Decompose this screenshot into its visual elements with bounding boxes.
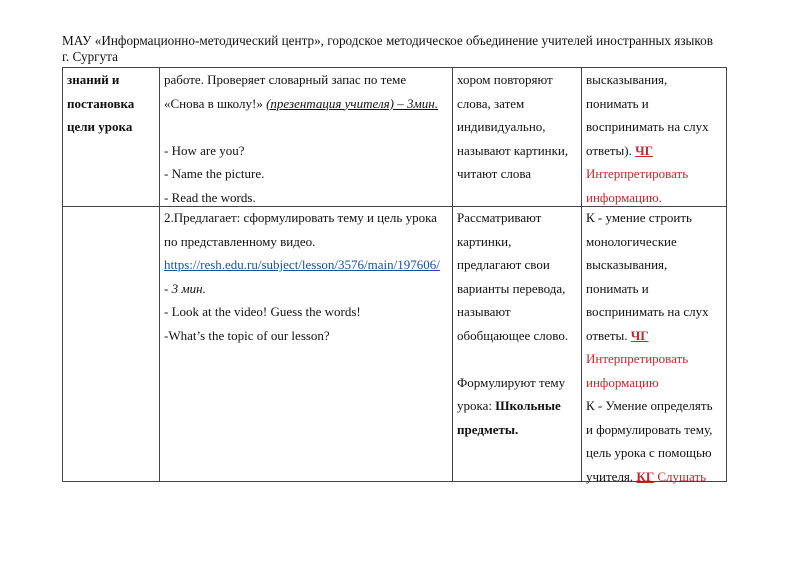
student-activity-cell <box>453 68 582 206</box>
table-row <box>63 206 726 482</box>
skills-text: понимать и <box>586 95 649 111</box>
student-text: слова, затем <box>457 95 525 111</box>
teacher-text: работе. Проверяет словарный запас по теме <box>164 72 407 87</box>
student-text: обобщающее слово. <box>457 327 569 343</box>
skills-text: высказывания, <box>586 257 668 272</box>
student-activity-cell <box>453 206 582 482</box>
skills-text <box>586 139 722 163</box>
teacher-activity-cell <box>160 206 453 482</box>
literacy-tag: КГ <box>636 468 655 484</box>
spacer <box>164 115 448 139</box>
student-text: называют картинки, <box>457 142 569 158</box>
skills-red-text: Интерпретировать <box>586 166 689 181</box>
lesson-video-link[interactable]: https://resh.edu.ru/subject/lesson/3576/main/197606/ <box>164 257 440 272</box>
stage-cell <box>63 206 160 482</box>
skills-text: воспринимать на слух <box>586 304 709 319</box>
skills-text-plain: учителя. <box>586 468 637 484</box>
question: - How are you? <box>164 142 245 158</box>
presentation-note: (презентация учителя) – 3мин. <box>266 95 438 111</box>
skills-text-plain: ответы. <box>586 327 631 343</box>
student-text <box>457 394 577 418</box>
skills-cell <box>582 206 726 482</box>
student-text-plain: урока: <box>457 398 496 413</box>
question: - Name the picture. <box>164 166 265 181</box>
student-text: Рассматривают <box>457 210 542 225</box>
skills-text <box>586 324 722 348</box>
student-text: варианты перевода, <box>457 280 566 296</box>
skills-red-text: Интерпретировать <box>586 351 689 366</box>
teacher-text-plain: «Снова в школу!» <box>164 95 267 111</box>
skills-text: цель урока с помощью <box>586 445 712 460</box>
skills-text-plain: ответы). <box>586 142 636 158</box>
spacer <box>457 347 577 371</box>
student-text: картинки, <box>457 233 512 249</box>
skills-text: и формулировать тему, <box>586 421 713 437</box>
duration-note: - 3 мин. <box>164 280 206 296</box>
lesson-topic: Школьные <box>495 398 561 413</box>
literacy-tag: ЧГ <box>635 142 653 158</box>
question: - Read the words. <box>164 189 256 205</box>
student-text: хором повторяют <box>457 72 553 87</box>
student-text: читают слова <box>457 166 532 181</box>
skills-red-text: информацию <box>586 374 659 390</box>
stage-text: знаний и <box>67 72 120 87</box>
student-text: называют <box>457 304 511 319</box>
teacher-activity-cell <box>160 68 453 206</box>
skills-text: высказывания, <box>586 72 668 87</box>
stage-text: цели урока <box>67 119 133 134</box>
skills-text: монологические <box>586 233 677 249</box>
skills-text: К - Умение определять <box>586 398 713 413</box>
question: - Look at the video! Guess the words! <box>164 304 361 319</box>
skills-text <box>586 465 722 489</box>
literacy-tag: ЧГ <box>630 327 649 343</box>
student-text: Формулируют тему <box>457 374 566 390</box>
stage-text: постановка <box>67 95 135 111</box>
header-line-2: г. Сургута <box>62 49 118 64</box>
skills-text: воспринимать на слух <box>586 119 709 134</box>
skills-cell <box>582 68 726 206</box>
lesson-plan-table <box>62 67 727 482</box>
lesson-topic: предметы. <box>457 421 519 437</box>
student-text: предлагают свои <box>457 257 550 272</box>
stage-cell <box>63 68 160 206</box>
skills-text: К - умение строить <box>586 210 692 225</box>
question: -What’s the topic of our lesson? <box>164 327 330 343</box>
table-row <box>63 68 726 207</box>
document-header <box>62 33 742 65</box>
teacher-text <box>164 92 448 116</box>
skills-text: понимать и <box>586 280 649 296</box>
header-line-1: МАУ «Информационно-методический центр», городское методическое объединение учителей иностранных языков <box>62 33 713 48</box>
teacher-text: 2.Предлагает: сформулировать тему и цель урока <box>164 210 437 225</box>
skills-red-text: информацию. <box>586 189 662 205</box>
skills-red-text: Слушать <box>654 468 707 484</box>
teacher-text: по представленному видео. <box>164 233 316 249</box>
student-text: индивидуально, <box>457 119 546 134</box>
